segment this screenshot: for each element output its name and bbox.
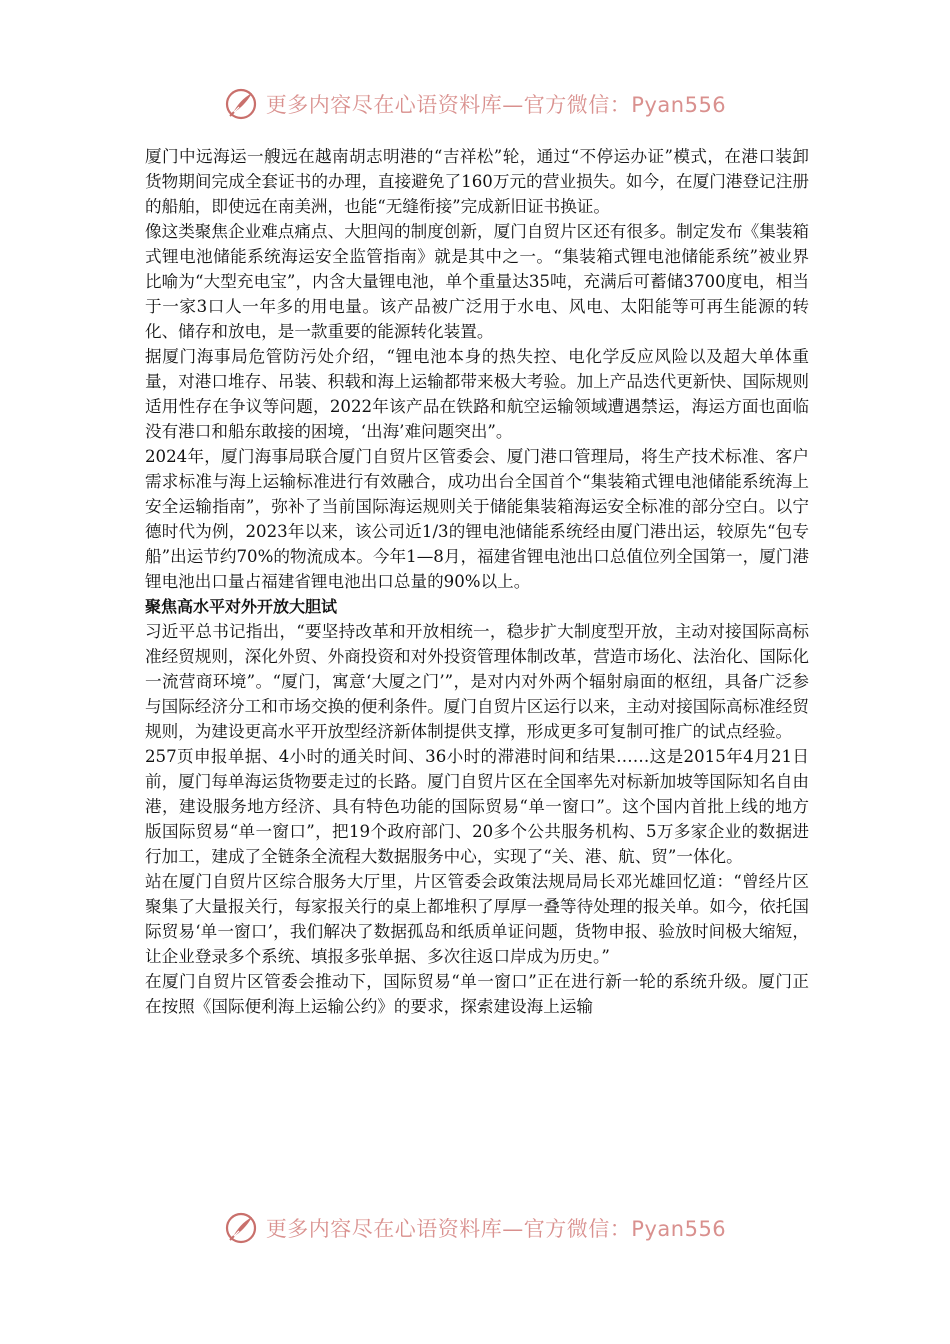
header-banner-text: 更多内容尽在心语资料库—官方微信：Pyan556 [265,93,727,117]
paragraph: 2024年，厦门海事局联合厦门自贸片区管委会、厦门港口管理局，将生产技术标准、客户需求标准与海上运输标准进行有效融合，成功出台全国首个“集装箱式锂电池储能系统海上安全运输指南”，弥补了当前国际海运规则关于储能集装箱海运安全标准的部分空白。以宁德时代为例，2023年以来，该公司近1/3的锂电池储能系统经由厦门港出运，较原先“包专船”出运节约70%的物流成本。今年1—8月，福建省锂电池出口总值位列全国第一，厦门港锂电池出口量占福建省锂电池出口总量的90%以上。 [145,447,809,591]
quill-logo-icon [224,1211,258,1245]
paragraph: 习近平总书记指出，“要坚持改革和开放相统一，稳步扩大制度型开放，主动对接国际高标准经贸规则，深化外贸、外商投资和对外投资管理体制改革，营造市场化、法治化、国际化一流营商环境”。“厦门，寓意‘大厦之门’”，是对内对外两个辐射扇面的枢纽，具备广泛参与国际经济分工和市场交换的便利条件。厦门自贸片区运行以来，主动对接国际高标准经贸规则，为建设更高水平开放型经济新体制提供支撑，形成更多可复制可推广的试点经验。 [145,622,809,741]
paragraph: 站在厦门自贸片区综合服务大厅里，片区管委会政策法规局局长邓光雄回忆道：“曾经片区聚集了大量报关行，每家报关行的桌上都堆积了厚厚一叠等待处理的报关单。如今，依托国际贸易‘单一窗口’，我们解决了数据孤岛和纸质单证问题，货物申报、验放时间极大缩短，让企业登录多个系统、填报多张单据、多次往返口岸成为历史。” [145,872,809,966]
paragraph: 像这类聚焦企业难点痛点、大胆闯的制度创新，厦门自贸片区还有很多。制定发布《集装箱式锂电池储能系统海运安全监管指南》就是其中之一。“集装箱式锂电池储能系统”被业界比喻为“大型充电宝”，内含大量锂电池，单个重量达35吨，充满后可蓄储3700度电，相当于一家3口人一年多的用电量。该产品被广泛用于水电、风电、太阳能等可再生能源的转化、储存和放电，是一款重要的能源转化装置。 [145,222,809,341]
paragraph: 在厦门自贸片区管委会推动下，国际贸易“单一窗口”正在进行新一轮的系统升级。厦门正在按照《国际便利海上运输公约》的要求，探索建设海上运输 [145,972,809,1016]
article-body [145,144,809,1019]
paragraph: 据厦门海事局危管防污处介绍，“锂电池本身的热失控、电化学反应风险以及超大单体重量，对港口堆存、吊装、积载和海上运输都带来极大考验。加上产品迭代更新快、国际规则适用性存在争议等问题，2022年该产品在铁路和航空运输领域遭遇禁运，海运方面也面临没有港口和船东敢接的困境，‘出海’难问题突出”。 [145,347,809,441]
quill-logo-icon [224,87,258,121]
footer-banner-text: 更多内容尽在心语资料库—官方微信：Pyan556 [265,1217,727,1241]
paragraph: 厦门中远海运一艘远在越南胡志明港的“吉祥松”轮，通过“不停运办证”模式，在港口装卸货物期间完成全套证书的办理，直接避免了160万元的营业损失。如今，在厦门港登记注册的船舶，即使远在南美洲，也能“无缝衔接”完成新旧证书换证。 [145,147,809,216]
section-heading: 聚焦高水平对外开放大胆试 [145,597,338,616]
header-banner [0,84,950,124]
footer-banner [0,1208,950,1248]
paragraph: 257页申报单据、4小时的通关时间、36小时的滞港时间和结果……这是2015年4月21日前，厦门每单海运货物要走过的长路。厦门自贸片区在全国率先对标新加坡等国际知名自由港，建设服务地方经济、具有特色功能的国际贸易“单一窗口”。这个国内首批上线的地方版国际贸易“单一窗口”，把19个政府部门、20多个公共服务机构、5万多家企业的数据进行加工，建成了全链条全流程大数据服务中心，实现了“关、港、航、贸”一体化。 [145,747,809,866]
